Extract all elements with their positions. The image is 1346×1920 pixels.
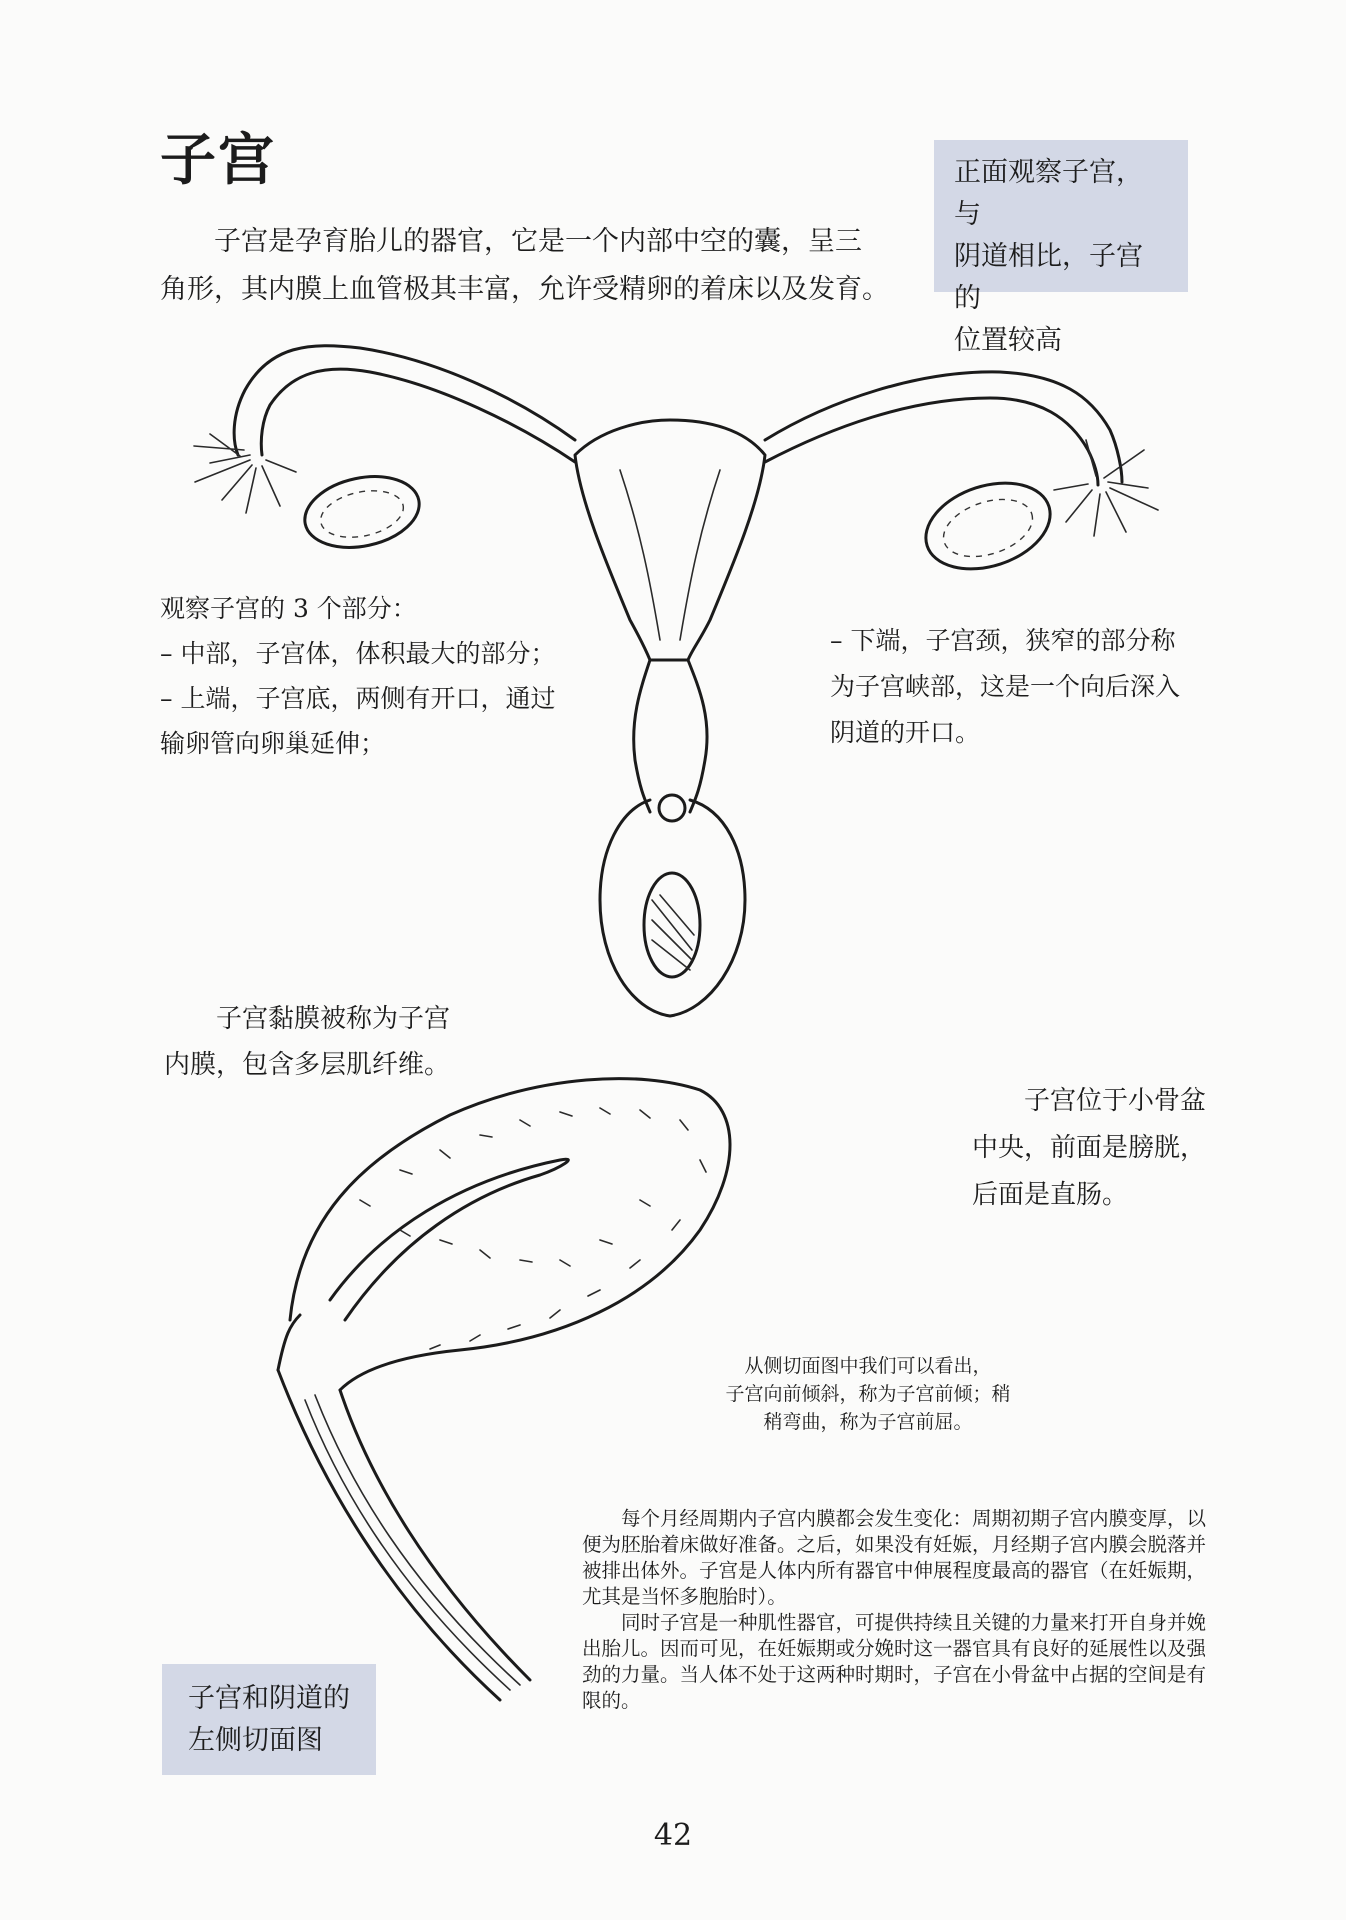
- frontal-note-line-2: 阴道相比，子宫的: [954, 241, 1143, 314]
- cervix-line-3: 阴道的开口。: [830, 718, 981, 747]
- body-paragraph-2: 同时子宫是一种肌性器官，可提供持续且关键的力量来打开自身并娩出胎儿。因而可见，在妊娠期或分娩时这一器官具有良好的延展性以及强劲的力量。当人体不处于这两种时期时，子宫在小骨盆中占据的空间是有限的。: [582, 1611, 1207, 1712]
- endometrium-line-1: 子宫黏膜被称为子宫: [216, 1004, 451, 1034]
- endometrium-note: [164, 996, 484, 1088]
- intro-line-1: 子宫是孕育胎儿的器官，它是一个内部中空的囊，呈三: [214, 226, 862, 257]
- sagittal-caption-line-3: 稍弯曲，称为子宫前屈。: [763, 1411, 973, 1433]
- cervix-line-2: 为子宫峡部，这是一个向后深入: [830, 672, 1181, 701]
- intro-paragraph: [160, 218, 900, 314]
- parts-fundus-item: – 上端，子宫底，两侧有开口，通过: [160, 684, 556, 713]
- cervix-description: [830, 618, 1230, 756]
- body-text: [582, 1506, 1222, 1714]
- endometrium-line-2: 内膜，包含多层肌纤维。: [164, 1050, 451, 1080]
- parts-heading: 观察子宫的 3 个部分：: [160, 594, 417, 623]
- location-line-1: 子宫位于小骨盆: [1024, 1086, 1207, 1116]
- parts-fundus-item-cont: 输卵管向卵巢延伸；: [160, 729, 386, 758]
- location-line-3: 后面是直肠。: [972, 1180, 1129, 1210]
- cervix-line-1: – 下端，子宫颈，狭窄的部分称: [830, 626, 1176, 655]
- frontal-note-line-1: 正面观察子宫，与: [954, 157, 1143, 230]
- sagittal-note-line-2: 左侧切面图: [188, 1725, 323, 1756]
- intro-line-2: 角形，其内膜上血管极其丰富，允许受精卵的着床以及发育。: [160, 274, 889, 305]
- sagittal-note-line-1: 子宫和阴道的: [188, 1683, 350, 1714]
- uterus-parts-list: [160, 586, 600, 766]
- sagittal-caption: [688, 1352, 1048, 1436]
- location-line-2: 中央，前面是膀胱，: [972, 1133, 1207, 1163]
- body-paragraph-1: 每个月经周期内子宫内膜都会发生变化：周期初期子宫内膜变厚，以便为胚胎着床做好准备。之后，如果没有妊娠，月经期子宫内膜会脱落并被排出体外。子宫是人体内所有器官中伸展程度最高的器官（在妊娠期，尤其是当怀多胞胎时）。: [582, 1507, 1207, 1608]
- sagittal-view-note: [162, 1664, 376, 1775]
- frontal-note-line-3: 位置较高: [954, 325, 1062, 356]
- parts-body-item: – 中部，子宫体，体积最大的部分；: [160, 639, 556, 668]
- sagittal-caption-line-1: 从侧切面图中我们可以看出，: [744, 1355, 992, 1377]
- frontal-view-note: [934, 140, 1188, 356]
- location-note: [972, 1078, 1232, 1219]
- page-number: 42: [653, 1818, 693, 1853]
- page-title: 子宫: [160, 127, 276, 193]
- sagittal-caption-line-2: 子宫向前倾斜，称为子宫前倾；稍: [725, 1383, 1011, 1405]
